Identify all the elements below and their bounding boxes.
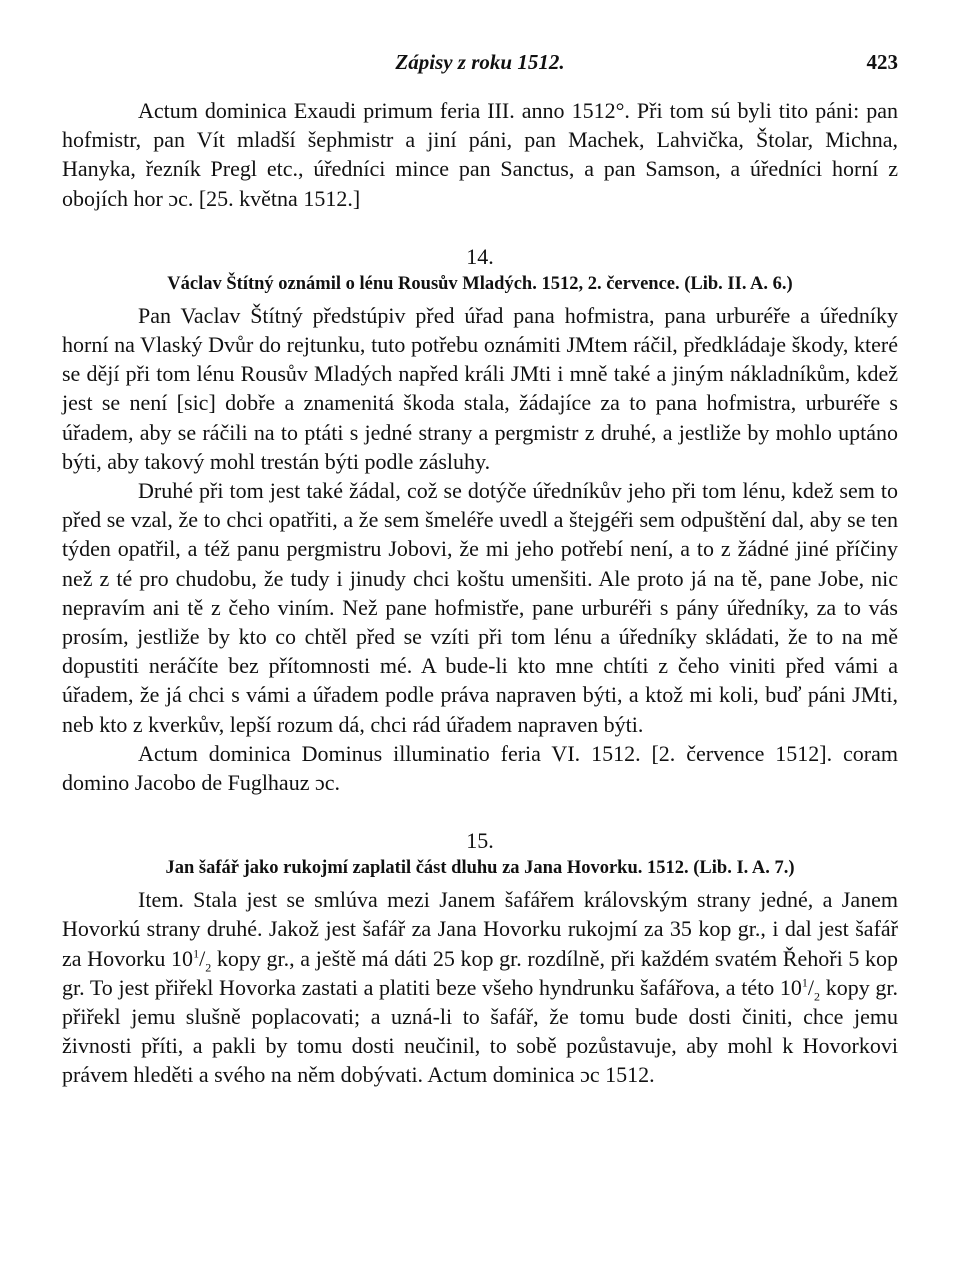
fraction-denominator: 2	[814, 989, 821, 1004]
entry-14-regest: Václav Štítný oznámil o lénu Rousův Mladých. 1512, 2. července. (Lib. II. A. 6.)	[167, 273, 793, 294]
page-content	[62, 96, 898, 1090]
entry-number-15: 15.	[466, 828, 494, 854]
entry-15-text-part-3: kopy gr. přiřekl jemu slušně poplacovati; a uzná-li to šafář, že tomu bude dosti činiti, chce jemu živnosti příti, a pakli by tomu dosti neučinil, to sobě pozůstavuje, aby mohl k Hovorkovi právem hleděti a svého na něm dobývati. Actum dominica ɔc 1512.	[62, 974, 898, 1088]
entry-number-14: 14.	[466, 243, 494, 269]
entry-15-paragraph: Item. Stala jest se smlúva mezi Janem šafářem královským strany jedné, a Janem Hovorkú strany druhé. Jakož jest šafář za Jana Hovorku rukojmí za 35 kop gr., i dal jest šafář za Hovorku $10^1/_2$ kopy gr., a ještě má dáti 25 kop gr. rozdílně, při každém svatém Řehoři 5 kop gr. To jest přiřekl Hovorka zastati a platiti beze všeho hyndrunku šafářova, a této $10^1/_2$ kopy gr. přiřekl jemu slušně poplacovati; a uzná-li to šafář, že tomu bude dosti činiti, chce jemu živnosti příti, a pakli by tomu dosti neučinil, to sobě pozůstavuje, aby mohl k Hovorkovi právem hleděti a svého na něm dobývati. Actum dominica ɔc 1512.	[62, 887, 898, 1088]
entry-15-text-part-1: Item. Stala jest se smlúva mezi Janem šafářem královským strany jedné, a Janem Hovorkú strany druhé. Jakož jest šafář za Jana Hovorku rukojmí za 35 kop gr., i dal jest šafář za Hovorku 10	[62, 887, 898, 971]
entry-14-paragraph-2: Druhé při tom jest také žádal, což se dotýče úředníkův jeho při tom lénu, kdež sem to před se vzal, že to chci opatřiti, a že sem šmeléře uvedl a štejgéři sem odpuštění dal, aby se ten týden opatřil, a též panu pergmistru Jobovi, že mi jeho potřebí není, a to z žádné jiné příčiny než z té pro chudobu, že tudy i jinudy chci koštu umenšiti. Ale proto já na tě, pane Jobe, nic nepravím ani tě z čeho viním. Než pane hofmistře, pane urburéři s pány úředníky, za to vás prosím, jestliže by kto co chtěl před se vzíti při tom lénu a úředníky skládati, že to na mě dopustiti neráčíte bez přítomnosti mé. A bude-li kto mne chtíti z čeho viniti před vámi a úřadem, že já chci s vámi a úřadem podle práva napraven býti, a ktož mi koli, buď páni JMti, neb kto z kverkův, lepší rozum dá, chci rád úřadem napraven býti.	[62, 478, 898, 737]
intro-paragraph: Actum dominica Exaudi primum feria III. anno 1512°. Při tom sú byli tito páni: pan hofmistr, pan Vít mladší šephmistr a jiní páni, pan Machek, Lahvička, Štolar, Michna, Hanyka, řezník Pregl etc., úředníci mince pan Sanctus, a pan Samson, a úředníci horní z obojích hor ɔc. [25. května 1512.]	[62, 98, 898, 211]
running-title: Zápisy z roku 1512.	[395, 50, 565, 74]
page-number: 423	[866, 50, 898, 74]
fraction-numerator: 1	[801, 975, 808, 990]
entry-14-paragraph-3: Actum dominica Dominus illuminatio feria VI. 1512. [2. července 1512]. coram domino Jacobo de Fuglhauz ɔc.	[62, 740, 898, 796]
page-header	[62, 50, 898, 84]
entry-15-regest: Jan šafář jako rukojmí zaplatil část dluhu za Jana Hovorku. 1512. (Lib. I. A. 7.)	[165, 858, 795, 879]
fraction-denominator: 2	[205, 960, 212, 975]
fraction-numerator: 1	[193, 946, 200, 961]
entry-14-paragraph-1: Pan Vaclav Štítný předstúpiv před úřad pana hofmistra, pana urburéře a úředníky horní na Vlaský Dvůr do rejtunku, tuto potřebu oznámiti JMtem ráčil, předkládaje škody, které se dějí při tom lénu Rousův Mladých napřed králi JMti i mně také a jiným nákladníkům, kdež jest se není [sic] dobře a znamenitá škoda stala, žádajíce za to pana hofmistra, urburéře s úřadem, aby se ráčili na to ptáti s jedné strany a pergmistr z druhé, a jestliže by mohlo uptáno býti, aby takový mohl trestán býti podle zásluhy.	[62, 302, 898, 474]
entry-15-text-part-2: kopy gr., a ještě má dáti 25 kop gr. rozdílně, při každém svatém Řehoři 5 kop gr. To jest přiřekl Hovorka zastati a platiti beze všeho hyndrunku šafářova, a této 10	[62, 945, 898, 1000]
